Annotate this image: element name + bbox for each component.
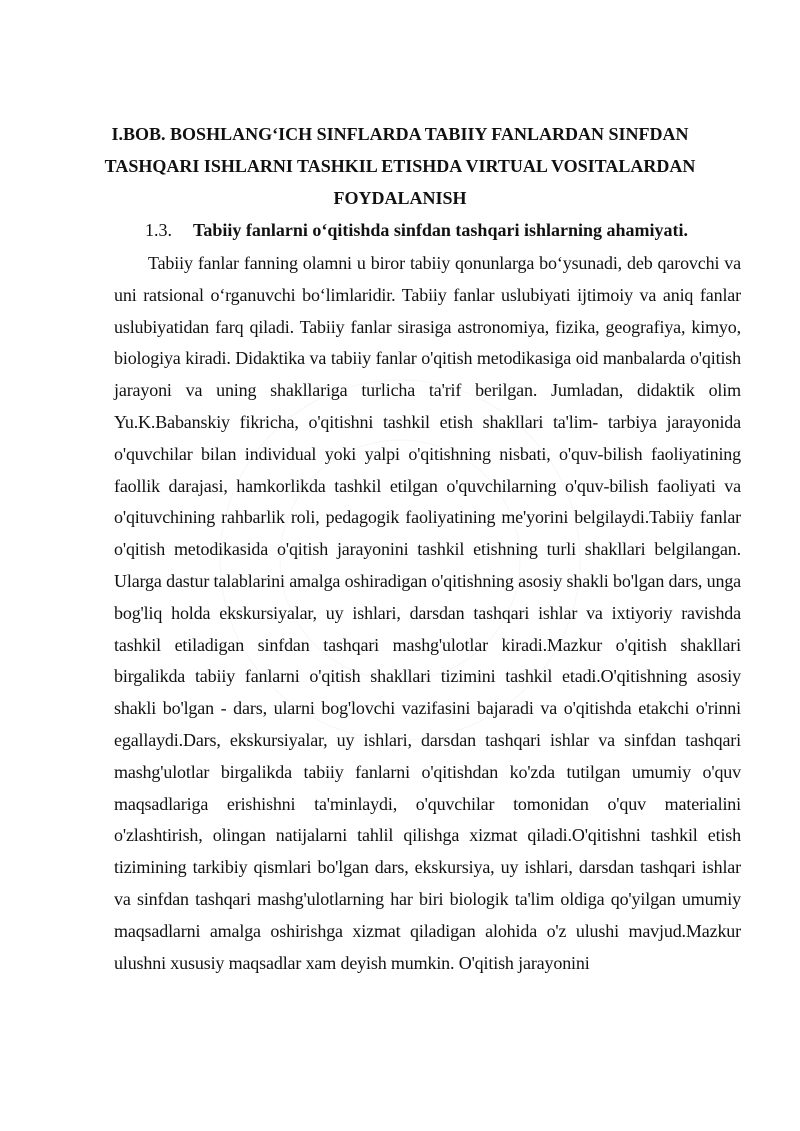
chapter-title: I.BOB. BOSHLANG‘ICH SINFLARDA TABIIY FANLARDAN SINFDAN TASHQARI ISHLARNI TASHKIL ETISHDA VIRTUAL VOSITALARDAN FOYDALANISH [104,124,696,208]
section-title: Tabiiy fanlarni o‘qitishda sinfdan tashqari ishlarning ahamiyati. [193,220,688,240]
section-heading [145,216,745,244]
body-paragraph: Tabiiy fanlar fanning olamni u biror tabiiy qonunlarga bo‘ysunadi, deb qarovchi va uni ratsional o‘rganuvchi bo‘limlaridir. Tabiiy fanlar uslubiyati ijtimoiy va aniq fanlar uslubiyatidan farq qiladi. Tabiiy fanlar sirasiga astronomiya, fizika, geografiya, kimyo, biologiya kiradi. Didaktika va tabiiy fanlar o'qitish metodikasiga oid manbalarda o'qitish jarayoni va uning shakllariga turlicha ta'rif berilgan. Jumladan, didaktik olim Yu.K.Babanskiy fikricha, o'qitishni tashkil etish shakllari ta'lim- tarbiya jarayonida o'quvchilar bilan individual yoki yalpi o'qitishning nisbati, o'quv-bilish faoliyatining faollik darajasi, hamkorlikda tashkil etilgan o'quvchilarning o'quv-bilish faoliyati va o'qituvchining rahbarlik roli, pedagogik faoliyatining me'yorini belgilaydi.Tabiiy fanlar o'qitish metodikasida o'qitish jarayonini tashkil etishning turli shakllari belgilangan. Ularga dastur talablarini amalga oshiradigan o'qitishning asosiy shakli bo'lgan dars, unga bog'liq holda ekskursiyalar, uy ishlari, darsdan tashqari ishlar va ixtiyoriy ravishda tashkil etiladigan sinfdan tashqari mashg'ulotlar kiradi.Mazkur o'qitish shakllari birgalikda tabiiy fanlarni o'qitish shakllari tizimini tashkil etadi.O'qitishning asosiy shakli bo'lgan - dars, ularni bog'lovchi vazifasini bajaradi va o'qitishda etakchi o'rinni egallaydi.Dars, ekskursiyalar, uy ishlari, darsdan tashqari ishlar va sinfdan tashqari mashg'ulotlar birgalikda tabiiy fanlarni o'qitishdan ko'zda tutilgan umumiy o'quv maqsadlariga erishishni ta'minlaydi, o'quvchilar tomonidan o'quv materialini o'zlashtirish, olingan natijalarni tahlil qilishga xizmat qiladi.O'qitishni tashkil etish tizimining tarkibiy qismlari bo'lgan dars, ekskursiya, uy ishlari, darsdan tashqari ishlar va sinfdan tashqari mashg'ulotlarning har biri biologik ta'lim oldiga qo'yilgan umumiy maqsadlarni amalga oshirishga xizmat qiladigan alohida o'z ulushi mavjud.Mazkur ulushni xususiy maqsadlar xam deyish mumkin. O'qitish jarayonini [114,253,742,973]
section-number: 1.3. [145,220,172,240]
